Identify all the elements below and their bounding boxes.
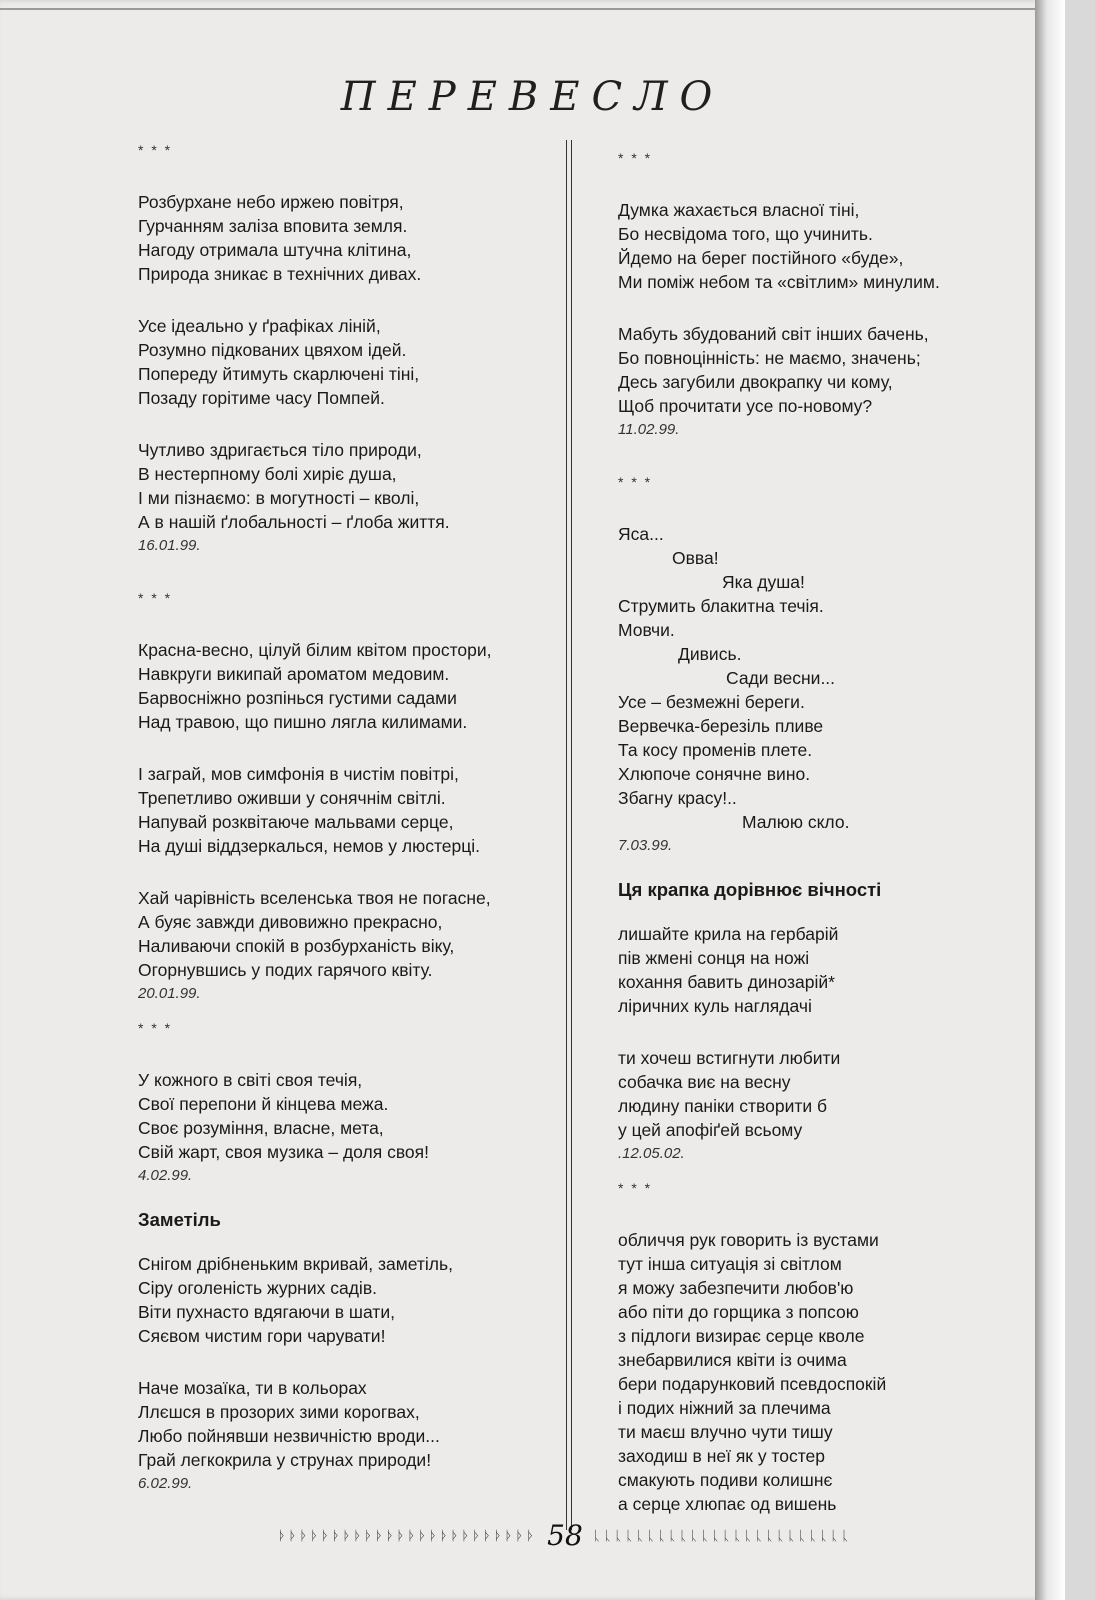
poem-line: Напувай розквітаюче мальвами серце, <box>138 812 454 832</box>
poem-stars: * * * <box>618 150 653 166</box>
poem-line: людину паніки створити б <box>618 1096 828 1116</box>
left-ornament-icon: ᚦᚦᚦᚦᚦᚦᚦᚦᚦᚦᚦᚦᚦᚦᚦᚦᚦᚦᚦᚦᚦᚦᚦᚦ <box>277 1527 538 1543</box>
poem-title: Ця крапка дорівнює вічності <box>618 879 882 900</box>
poem-line: Хлюпоче сонячне вино. <box>618 764 811 784</box>
poem-line: Барвосніжно розпінься густими садами <box>138 688 457 708</box>
stanza <box>618 1228 1028 1516</box>
poem-line: Над травою, що пишно лягла килимами. <box>138 712 468 732</box>
page-title: ПЕРЕВЕСЛО <box>340 74 725 120</box>
poem-date: .12.05.02. <box>618 1145 685 1162</box>
poem-line: Природа зникає в технічних дивах. <box>138 264 422 284</box>
poem-line: з підлоги визирає серце кволе <box>618 1326 865 1346</box>
poem-line: Наче мозаїка, ти в кольорах <box>138 1378 367 1398</box>
poem-date: 20.01.99. <box>138 985 201 1002</box>
poem-line: Навкруги википай ароматом медовим. <box>138 664 450 684</box>
stanza <box>138 1376 548 1472</box>
poem-stars: * * * <box>618 1180 653 1196</box>
poem-line: Огорнувшись у подих гарячого квіту. <box>138 960 433 980</box>
page-number: 58 <box>547 1518 583 1552</box>
stanza <box>618 1046 1028 1142</box>
poem-stars: * * * <box>618 474 653 490</box>
poem-date: 4.02.99. <box>138 1167 193 1184</box>
poem-line: Бо повноцінність: не маємо, значень; <box>618 348 921 368</box>
poem-line: Мовчи. <box>618 620 675 640</box>
poem-date: 7.03.99. <box>618 837 673 854</box>
top-rule <box>0 8 1065 10</box>
poem-line: У кожного в світі своя течія, <box>138 1070 363 1090</box>
poem-line: смакують подиви колишнє <box>618 1470 833 1490</box>
poem-line: Та косу променів плете. <box>618 740 813 760</box>
poem-line: Десь загубили двокрапку чи кому, <box>618 372 893 392</box>
poem-line: Яка душа! <box>722 572 805 592</box>
stanza <box>138 314 548 410</box>
poem-date: 16.01.99. <box>138 537 201 554</box>
left-column <box>138 138 548 1496</box>
poem-title: Заметіль <box>138 1209 221 1230</box>
poem-line: ти маєш влучно чути тишу <box>618 1422 833 1442</box>
poem-line: заходиш в неї як у тостер <box>618 1446 826 1466</box>
stanza <box>618 322 1028 418</box>
stanza <box>618 922 1028 1018</box>
poem-line: Віти пухнасто вдягаючи в шати, <box>138 1302 395 1322</box>
poem-line: Дивись. <box>678 644 742 664</box>
column-divider <box>566 140 572 1530</box>
stanza <box>138 762 548 858</box>
poem-line: Свої перепони й кінцева межа. <box>138 1094 389 1114</box>
poem-line: Усе – безмежні береги. <box>618 692 805 712</box>
poem-line: обличчя рук говорить із вустами <box>618 1230 879 1250</box>
poem-line: Сіру оголеність журних садів. <box>138 1278 377 1298</box>
poem-line: Малюю скло. <box>742 812 850 832</box>
poem-line: ліричних куль наглядачі <box>618 996 812 1016</box>
right-ornament-icon: ᚳᚳᚳᚳᚳᚳᚳᚳᚳᚳᚳᚳᚳᚳᚳᚳᚳᚳᚳᚳᚳᚳᚳᚳ <box>592 1527 853 1543</box>
poem-date: 11.02.99. <box>618 421 680 438</box>
poem-stars: * * * <box>138 590 173 606</box>
poem-line: Бо несвідома того, що учинить. <box>618 224 873 244</box>
poem-line: І заграй, мов симфонія в чистім повітрі, <box>138 764 459 784</box>
poem-line: Щоб прочитати усе по-новому? <box>618 396 873 416</box>
poem-line: Розумно підкованих цвяхом ідей. <box>138 340 407 360</box>
poem-line: Думка жахається власної тіні, <box>618 200 860 220</box>
poem-line: Трепетливо оживши у сонячнім світлі. <box>138 788 446 808</box>
poem-line: Попереду йтимуть скарлючені тіні, <box>138 364 420 384</box>
poem-line: у цей апофіґей всьому <box>618 1120 803 1140</box>
poem-line: Хай чарівність вселенська твоя не погасне, <box>138 888 491 908</box>
poem-line: пів жмені сонця на ножі <box>618 948 810 968</box>
page-footer <box>110 1520 1020 1550</box>
poem-line: Йдемо на берег постійного «буде», <box>618 248 904 268</box>
poem-line: На душі віддзеркалься, немов у люстерці. <box>138 836 481 856</box>
poem-date: 6.02.99. <box>138 1475 193 1492</box>
poem-line: Любо пойнявши незвичністю вроди... <box>138 1426 440 1446</box>
stanza <box>138 638 548 734</box>
poem-line: знебарвилися квіти із очима <box>618 1350 847 1370</box>
stanza <box>138 438 548 534</box>
poem-line: собачка виє на весну <box>618 1072 791 1092</box>
poem-line: В нестерпному болі хиріє душа, <box>138 464 397 484</box>
poem-line: Своє розуміння, власне, мета, <box>138 1118 384 1138</box>
poem-line: Усе ідеально у ґрафіках ліній, <box>138 316 381 336</box>
poem-line: Ми поміж небом та «світлим» минулим. <box>618 272 940 292</box>
poem-line: Сяєвом чистим гори чарувати! <box>138 1326 386 1346</box>
poem-line: Грай легкокрила у струнах природи! <box>138 1450 432 1470</box>
right-column <box>618 146 1028 1516</box>
stanza <box>138 1252 548 1348</box>
poem-line: ти хочеш встигнути любити <box>618 1048 841 1068</box>
poem-line: Нагоду отримала штучна клітина, <box>138 240 412 260</box>
poem-line: А буяє завжди дивовижно прекрасно, <box>138 912 443 932</box>
poem-line: бери подарунковий псевдоспокій <box>618 1374 887 1394</box>
poem-line: І ми пізнаємо: в могутності – кволі, <box>138 488 420 508</box>
poem-line: Сади весни... <box>726 668 836 688</box>
stanza <box>138 886 548 982</box>
poem-line: тут інша ситуація зі світлом <box>618 1254 842 1274</box>
poem-line: Струмить блакитна течія. <box>618 596 824 616</box>
poem-line: Позаду горітиме часу Помпей. <box>138 388 385 408</box>
poem-line: Овва! <box>672 548 719 568</box>
stanza <box>138 190 548 286</box>
poem-line: Красна-весно, цілуй білим квітом простори, <box>138 640 492 660</box>
poem-line: Свій жарт, своя музика – доля своя! <box>138 1142 430 1162</box>
poem-line: лишайте крила на гербарій <box>618 924 839 944</box>
poem-line: Мабуть збудований світ інших бачень, <box>618 324 929 344</box>
poem-line: я можу забезпечити любов'ю <box>618 1278 854 1298</box>
poem-line: А в нашій ґлобальності – ґлоба життя. <box>138 512 450 532</box>
page-edge <box>1035 0 1065 1600</box>
poem-line: Чутливо здригається тіло природи, <box>138 440 422 460</box>
poem-line: або піти до горщика з попсою <box>618 1302 859 1322</box>
stanza <box>618 198 1028 294</box>
stanza <box>138 1068 548 1164</box>
poem-line: Яса... <box>618 524 664 544</box>
poem-line: Гурчанням заліза вповита земля. <box>138 216 408 236</box>
poem-line: Снігом дрібненьким вкривай, заметіль, <box>138 1254 453 1274</box>
poem-line: Наливаючи спокій в розбурханість віку, <box>138 936 455 956</box>
poem-line: і подих ніжний за плечима <box>618 1398 831 1418</box>
poem-line: кохання бавить динозарій* <box>618 972 835 992</box>
poem-line: Розбурхане небо иржею повітря, <box>138 192 404 212</box>
poem-line: Збагну красу!.. <box>618 788 737 808</box>
poem-line: Вервечка-березіль пливе <box>618 716 824 736</box>
poem-line: а серце хлюпає од вишень <box>618 1494 837 1514</box>
poem-stars: * * * <box>138 1020 173 1036</box>
poem-line: Ллєшся в прозорих зими корогвах, <box>138 1402 420 1422</box>
poem-stars: * * * <box>138 142 173 158</box>
